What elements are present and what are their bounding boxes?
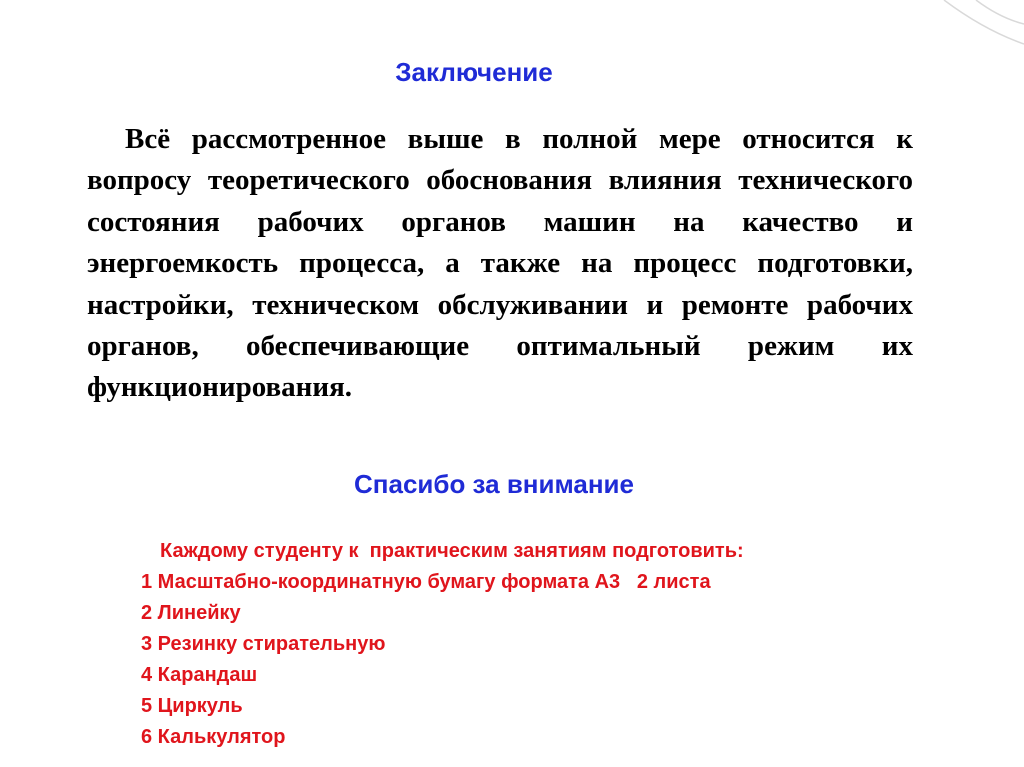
conclusion-paragraph: Всё рассмотренное выше в полной мере относится к вопросу теоретического обоснования влияния технического состояния рабочих органов машин на качество и энергоемкость процесса, а также на процесс подготовки, настройки, техническом обслуживании и ремонте рабочих органов, обеспечивающие оптимальный режим их функционирования.: [87, 123, 913, 404]
list-item: 6 Калькулятор: [141, 726, 286, 748]
preparation-items: [141, 567, 744, 753]
corner-decoration-curve-outer: [944, 0, 1024, 44]
slide-title: Заключение: [395, 57, 553, 87]
list-item: 1 Масштабно-координатную бумагу формата А3 2 листа: [141, 571, 711, 593]
preparation-intro: Каждому студенту к практическим занятиям подготовить:: [160, 540, 744, 562]
preparation-list: [141, 536, 744, 753]
list-item: 2 Линейку: [141, 602, 241, 624]
list-item: 4 Карандаш: [141, 664, 258, 686]
thanks-message: Спасибо за внимание: [354, 469, 634, 499]
list-item: 3 Резинку стирательную: [141, 633, 386, 655]
corner-decoration-curve-inner: [976, 0, 1024, 24]
list-item: 5 Циркуль: [141, 695, 243, 717]
